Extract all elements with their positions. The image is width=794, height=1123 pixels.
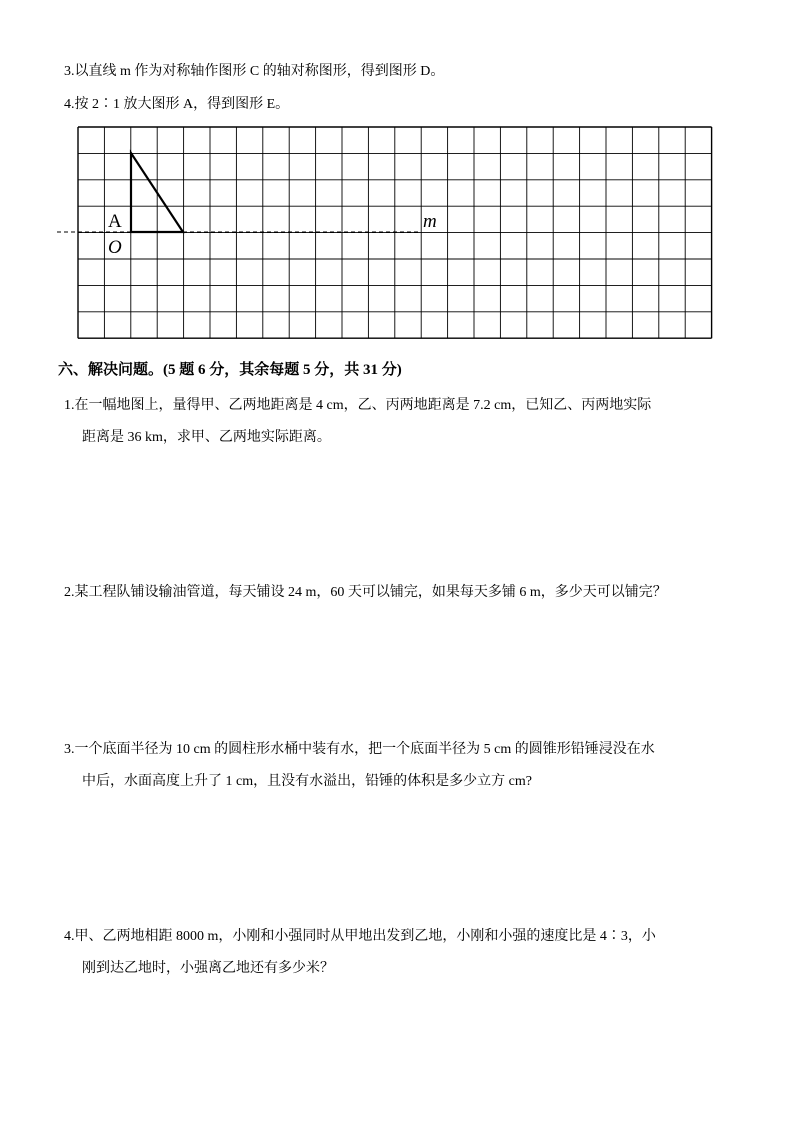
question-2-line-1: 2.某工程队铺设输油管道，每天铺设 24 m，60 天可以铺完，如果每天多铺 6 m，多少天可以铺完？ <box>64 585 667 600</box>
item-4-text: 4.按 2∶1 放大图形 A，得到图形 E。 <box>64 97 290 112</box>
axis-m-label: m <box>423 211 437 232</box>
figure-a-label: A <box>108 211 122 232</box>
coordinate-grid <box>0 0 794 360</box>
origin-label: O <box>108 237 122 258</box>
question-1-line-1: 1.在一幅地图上，量得甲、乙两地距离是 4 cm，乙、丙两地距离是 7.2 cm，已知乙、丙两地实际 <box>64 398 652 413</box>
question-1-line-2: 距离是 36 km，求甲、乙两地实际距离。 <box>82 430 331 445</box>
question-3-line-2: 中后，水面高度上升了 1 cm，且没有水溢出，铅锤的体积是多少立方 cm? <box>82 774 532 789</box>
question-3-line-1: 3.一个底面半径为 10 cm 的圆柱形水桶中装有水，把一个底面半径为 5 cm 的圆锥形铅锤浸没在水 <box>64 742 655 757</box>
section-6-heading: 六、解决问题。(5 题 6 分，其余每题 5 分，共 31 分) <box>58 362 402 378</box>
question-4-line-1: 4.甲、乙两地相距 8000 m，小刚和小强同时从甲地出发到乙地，小刚和小强的速度比是 4∶3，小 <box>64 929 656 944</box>
question-4-line-2: 刚到达乙地时，小强离乙地还有多少米？ <box>82 961 334 976</box>
item-3-text: 3.以直线 m 作为对称轴作图形 C 的轴对称图形，得到图形 D。 <box>64 64 445 79</box>
